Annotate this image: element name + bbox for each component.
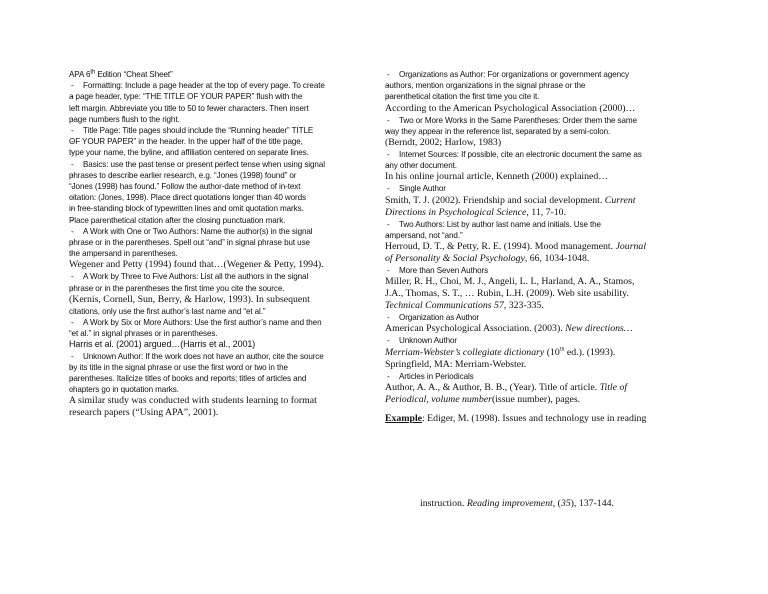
periodicals-heading: - Articles in Periodicals [385,371,701,382]
kernis-note: citations, only use the first author’s last name and “et al.” [69,306,266,316]
two-more-works-item: - Two or More Works in the Same Parentheses: Order them the same - way they appear in the reference list, separated by a semi-colon. [385,115,701,137]
example-apa: According to the American Psychological Association (2000)… [385,102,636,114]
example-online: In his online journal article, Kenneth (2000) explained… [385,171,609,183]
six-more-authors-item: - A Work by Six or More Authors: Use the first author’s name and then - “et al.” in signal phrases or in parentheses. [69,317,381,339]
two-authors-item: - Two Authors: List by author last name and initials. Use the - ampersand, not “and.” [385,219,701,241]
left-column [69,69,381,419]
single-author-heading: - Single Author [385,183,701,194]
ref-smith: Smith, T. J. (2002). Friendship and social development. Current Directions in Psychological Science, 11, 7-10. [385,194,636,218]
three-five-authors-item: - A Work by Three to Five Authors: List all the authors in the signal - phrase or in the parentheses the first time you cite the source. [69,271,381,293]
internet-sources-item: - Internet Sources: If possible, cite an electronic document the same as - any other document. [385,149,701,171]
org-author-heading: - Organization as Author [385,312,701,323]
formatting-item: - Formatting: Include a page header at the top of every page. To create - a page header, type: “THE TITLE OF YOUR PAPER” flush with the - left margin. Abbreviate you title to 50 to fewer characters. Then insert - page numbers flush to the right. [69,80,381,125]
one-two-authors-item: - A Work with One or Two Authors: Name the author(s) in the signal - phrase or in the parentheses. Spell out “and” in signal phrase but use - the ampersand in parentheses. [69,226,381,260]
example-ediger-continued: instruction. Reading improvement, (35), 137-144. [420,498,614,509]
ref-generic: Author, A. A., & Author, B. B., (Year). Title of article. Title of Periodical, volume number(issue number), pages. [385,381,628,405]
example-harris: Harris et al. (2001) argued…(Harris et al., 2001) [69,339,256,350]
example-berndt: (Berndt, 2002; Harlow, 1983) [385,137,502,149]
example-similar-study: A similar study was conducted with students learning to format research papers (“Using APA”, 2001). [69,395,317,419]
right-column [385,69,701,425]
ref-merriam-webster: Merriam-Webster’s collegiate dictionary (10th ed.). (1993). Springfield, MA: Merriam-Webster. [385,346,616,370]
title-page-item: - Title Page: Title pages should include the “Running header” TITLE - OF YOUR PAPER” in the header. In the upper half of the title page, - type your name, the byline, and affiliation centered on separate lines. [69,125,381,159]
ref-miller: Miller, R. H., Choi, M. J., Angeli, L. L, Harland, A. A., Stamos, J.A., Thomas, S. T., … Rubin, L.H. (2009). Web site usability. Technical Communications 57, 323-335. [385,276,635,312]
basics-item: - Basics: use the past tense or present perfect tense when using signal - phrases to describe earlier research, e.g. “Jones (1998) found” or - “Jones (1998) has found.” Follow the author-date method of in-text - citation: (Jones, 1998). Place direct quotations longer than 40 words - in free-standing block of typewritten lines and omit quotation marks. - Place parenthetical citation after the closing punctuation mark. [69,159,381,226]
example-kernis: (Kernis, Cornell, Sun, Berry, & Harlow, 1993). In subsequent [69,293,310,305]
unknown-author-item: - Unknown Author: If the work does not have an author, cite the source - by its title in the signal phrase or use the first word or two in the - parentheses. Italicize titles of books and reports; titles of articles and - chapters go in quotation marks. [69,351,381,396]
example-wegener: Wegener and Petty (1994) found that…(Wegener & Petty, 1994). [69,259,324,271]
ref-apa-org: American Psychological Association. (2003). New directions… [385,323,633,335]
sheet-title: APA 6th Edition “Cheat Sheet” [69,69,173,79]
org-author-item: - Organizations as Author: For organizations or government agency - authors, mention organizations in the signal phrase or the - parenthetical citation the first time you cite it. [385,69,701,103]
example-ediger: Example: Ediger, M. (1998). Issues and technology use in reading [385,412,647,424]
ref-herroud: Herroud, D. T., & Petty, R. E. (1994). Mood management. Journal of Personality & Social Psychology, 66, 1034-1048. [385,241,647,265]
seven-authors-heading: - More than Seven Authors [385,265,701,276]
unknown-author-heading: - Unknown Author [385,335,701,346]
